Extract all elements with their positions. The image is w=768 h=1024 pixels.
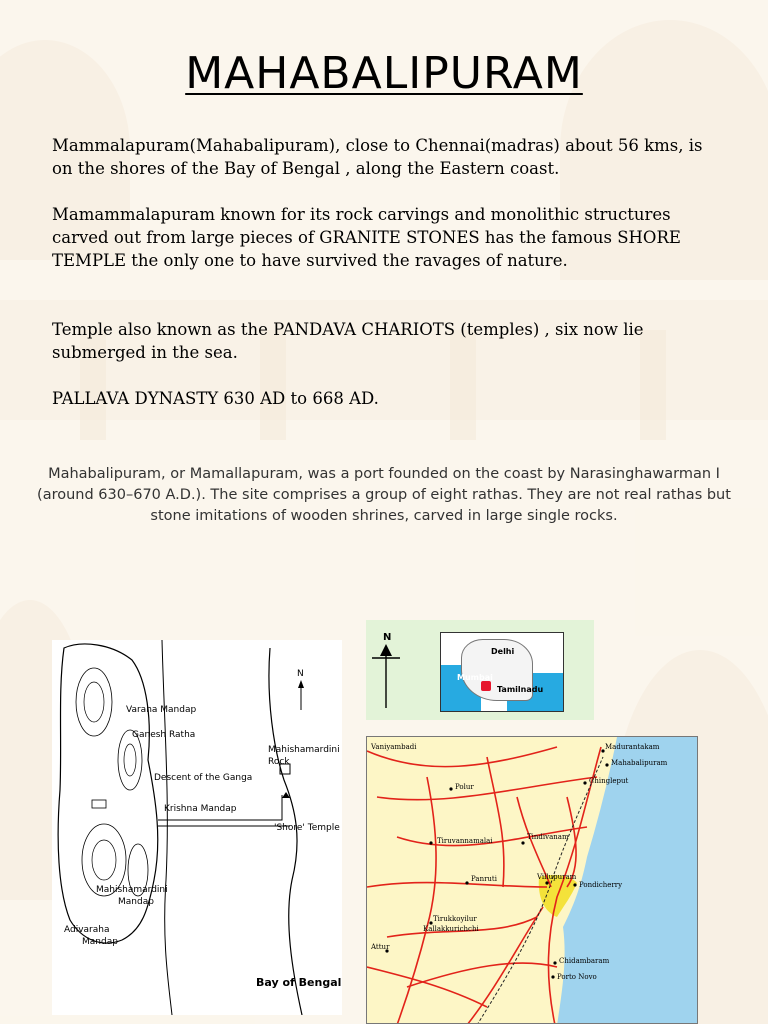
town-chidambaram: Chidambaram [559,957,610,965]
intro-paragraph: Mammalapuram(Mahabalipuram), close to Chennai(madras) about 56 kms, is on the shores of the Bay of Bengal , along the Eastern coast. [52,136,703,178]
adivaraha-mandap-label: Adivaraha [64,925,110,935]
mahishamardini-rock-label-2: Rock [268,757,290,767]
mahishamardini-mandap-label-2: Mandap [118,897,154,907]
tamilnadu-marker [481,681,491,691]
town-porto-novo: Porto Novo [557,973,597,981]
town-mahabalipuram: Mahabalipuram [611,759,668,767]
town-chingleput: Chingleput [589,777,629,785]
locator-north-label: N [383,632,392,643]
town-tindivanam: Tindivanam [527,833,569,841]
delhi-label: Delhi [491,647,515,656]
town-tiruvannamalai: Tiruvannamalai [437,837,493,845]
chariots-paragraph: Temple also known as the PANDAVA CHARIOTS (temples) , six now lie submerged in the sea. [52,320,644,362]
town-pondicherry: Pondicherry [579,881,623,889]
site-plan-map [52,640,342,1015]
tamilnadu-label: Tamilnadu [497,685,544,694]
india-locator-map [366,620,594,720]
ganesh-ratha-label: Ganesh Ratha [132,730,196,740]
mahishamardini-mandap-label: Mahishamardini [96,885,168,895]
shore-temple-label: 'Shore' Temple [274,823,340,833]
bay-of-bengal-label: Bay of Bengal [256,976,342,989]
town-madurantakam: Madurantakam [605,743,660,751]
varaha-mandap-label: Varaha Mandap [126,705,197,715]
page-title: MAHABALIPURAM [185,48,583,99]
adivaraha-mandap-label-2: Mandap [82,937,118,947]
mumbai-label: Mumbai [457,673,493,682]
town-vaniyambadi: Vaniyambadi [371,743,417,751]
site-plan-north-label: N [297,669,304,679]
descent-of-ganga-label: Descent of the Ganga [154,773,253,783]
town-villupuram: Villupuram [537,873,577,881]
krishna-mandap-label: Krishna Mandap [164,804,237,814]
town-attur: Attur [371,943,390,951]
carvings-paragraph: Mamammalapuram known for its rock carvings and monolithic structures carved out from large pieces of GRANITE STONES has the famous SHORE TEMPLE the only one to have survived the ravages of nature. [52,205,681,270]
road-map [366,736,698,1024]
town-polur: Polur [455,783,474,791]
town-tirukkoyilur: Tirukkoyilur [433,915,477,923]
history-caption: Mahabalipuram, or Mamallapuram, was a port founded on the coast by Narasinghawarman I (around 630–670 A.D.). The site comprises a group of eight rathas. They are not real rathas but stone imitations of wooden shrines, carved in large single rocks. [37,466,731,524]
town-kallakkurichchi: Kallakkurichchi [423,925,479,933]
dynasty-paragraph: PALLAVA DYNASTY 630 AD to 668 AD. [52,389,379,408]
mahishamardini-rock-label: Mahishamardini [268,745,340,755]
town-panruti: Panruti [471,875,497,883]
india-map-box [440,632,564,712]
